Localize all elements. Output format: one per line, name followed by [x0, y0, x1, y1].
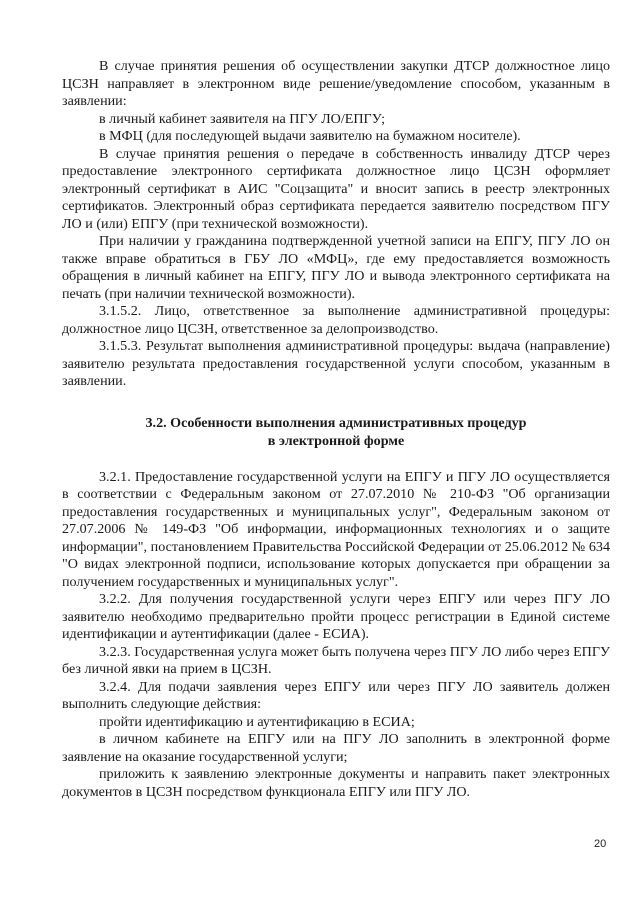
paragraph-step-attach-documents: приложить к заявлению электронные документы и направить пакет электронных документов в ЦСЗН посредством функционала ЕПГУ или ПГУ ЛО. — [62, 766, 610, 800]
paragraph-3-2-3: 3.2.3. Государственная услуга может быть получена через ПГУ ЛО либо через ЕПГУ без личной явки на прием в ЦСЗН. — [62, 643, 610, 677]
paragraph-3-1-5-3: 3.1.5.3. Результат выполнения административной процедуры: выдача (направление) заявителю результата предоставления государственной услуги способом, указанным в заявлении. — [62, 338, 610, 389]
paragraph-3-2-2: 3.2.2. Для получения государственной услуги через ЕПГУ или через ПГУ ЛО заявителю необходимо предварительно пройти процесс регистрации в Единой системе идентификации и аутентификации (далее - ЕСИА). — [62, 591, 610, 642]
paragraph-3-2-4: 3.2.4. Для подачи заявления через ЕПГУ или через ПГУ ЛО заявитель должен выполнить следующие действия: — [62, 678, 610, 712]
section-heading-line2: в электронной форме — [267, 432, 405, 449]
section-heading-line1: 3.2. Особенности выполнения административных процедур — [145, 414, 527, 431]
page-number: 20 — [594, 838, 607, 850]
paragraph-3-1-5-2: 3.1.5.2. Лицо, ответственное за выполнение административной процедуры: должностное лицо ЦСЗН, ответственное за делопроизводство. — [62, 303, 610, 337]
paragraph-step-esia: пройти идентификацию и аутентификацию в ЕСИА; — [99, 713, 415, 730]
paragraph-procurement-decision: В случае принятия решения об осуществлении закупки ДТСР должностное лицо ЦСЗН направляет в электронном виде решение/уведомление способом, указанным в заявлении: — [62, 58, 610, 109]
paragraph-electronic-certificate: В случае принятия решения о передаче в собственность инвалиду ДТСР через предоставление электронного сертификата должностное лицо ЦСЗН оформляет электронный сертификат в АИС "Соцзащита" и вносит запись в реестр электронных сертификатов. Электронный образ сертификата передается заявителю посредством ПГУ ЛО и (или) ЕПГУ (при технической возможности). — [62, 145, 610, 232]
section-heading — [62, 414, 610, 450]
paragraph-mfc: в МФЦ (для последующей выдачи заявителю на бумажном носителе). — [99, 128, 521, 144]
document-page — [62, 58, 610, 801]
paragraph-epgu-account: При наличии у гражданина подтвержденной учетной записи на ЕПГУ, ПГУ ЛО он также вправе обратиться в ГБУ ЛО «МФЦ», где ему предоставляется возможность обращения в личный кабинет на ЕПГУ, ПГУ ЛО и вывода электронного сертификата на печать (при наличии технической возможности). — [62, 233, 610, 302]
paragraph-3-2-1: 3.2.1. Предоставление государственной услуги на ЕПГУ и ПГУ ЛО осуществляется в соответствии с Федеральным законом от 27.07.2010 № 210-ФЗ "Об организации предоставления государственных и муниципальных услуг", Федеральным законом от 27.07.2006 № 149-ФЗ "Об информации, информационных технологиях и о защите информации", постановлением Правительства Российской Федерации от 25.06.2012 № 634 "О видах электронной подписи, использование которых допускается при обращении за получением государственных и муниципальных услуг". — [62, 468, 610, 590]
paragraph-step-fill-form: в личном кабинете на ЕПГУ или на ПГУ ЛО заполнить в электронной форме заявление на оказание государственной услуги; — [62, 731, 610, 765]
paragraph-personal-cabinet: в личный кабинет заявителя на ПГУ ЛО/ЕПГУ; — [99, 110, 386, 127]
